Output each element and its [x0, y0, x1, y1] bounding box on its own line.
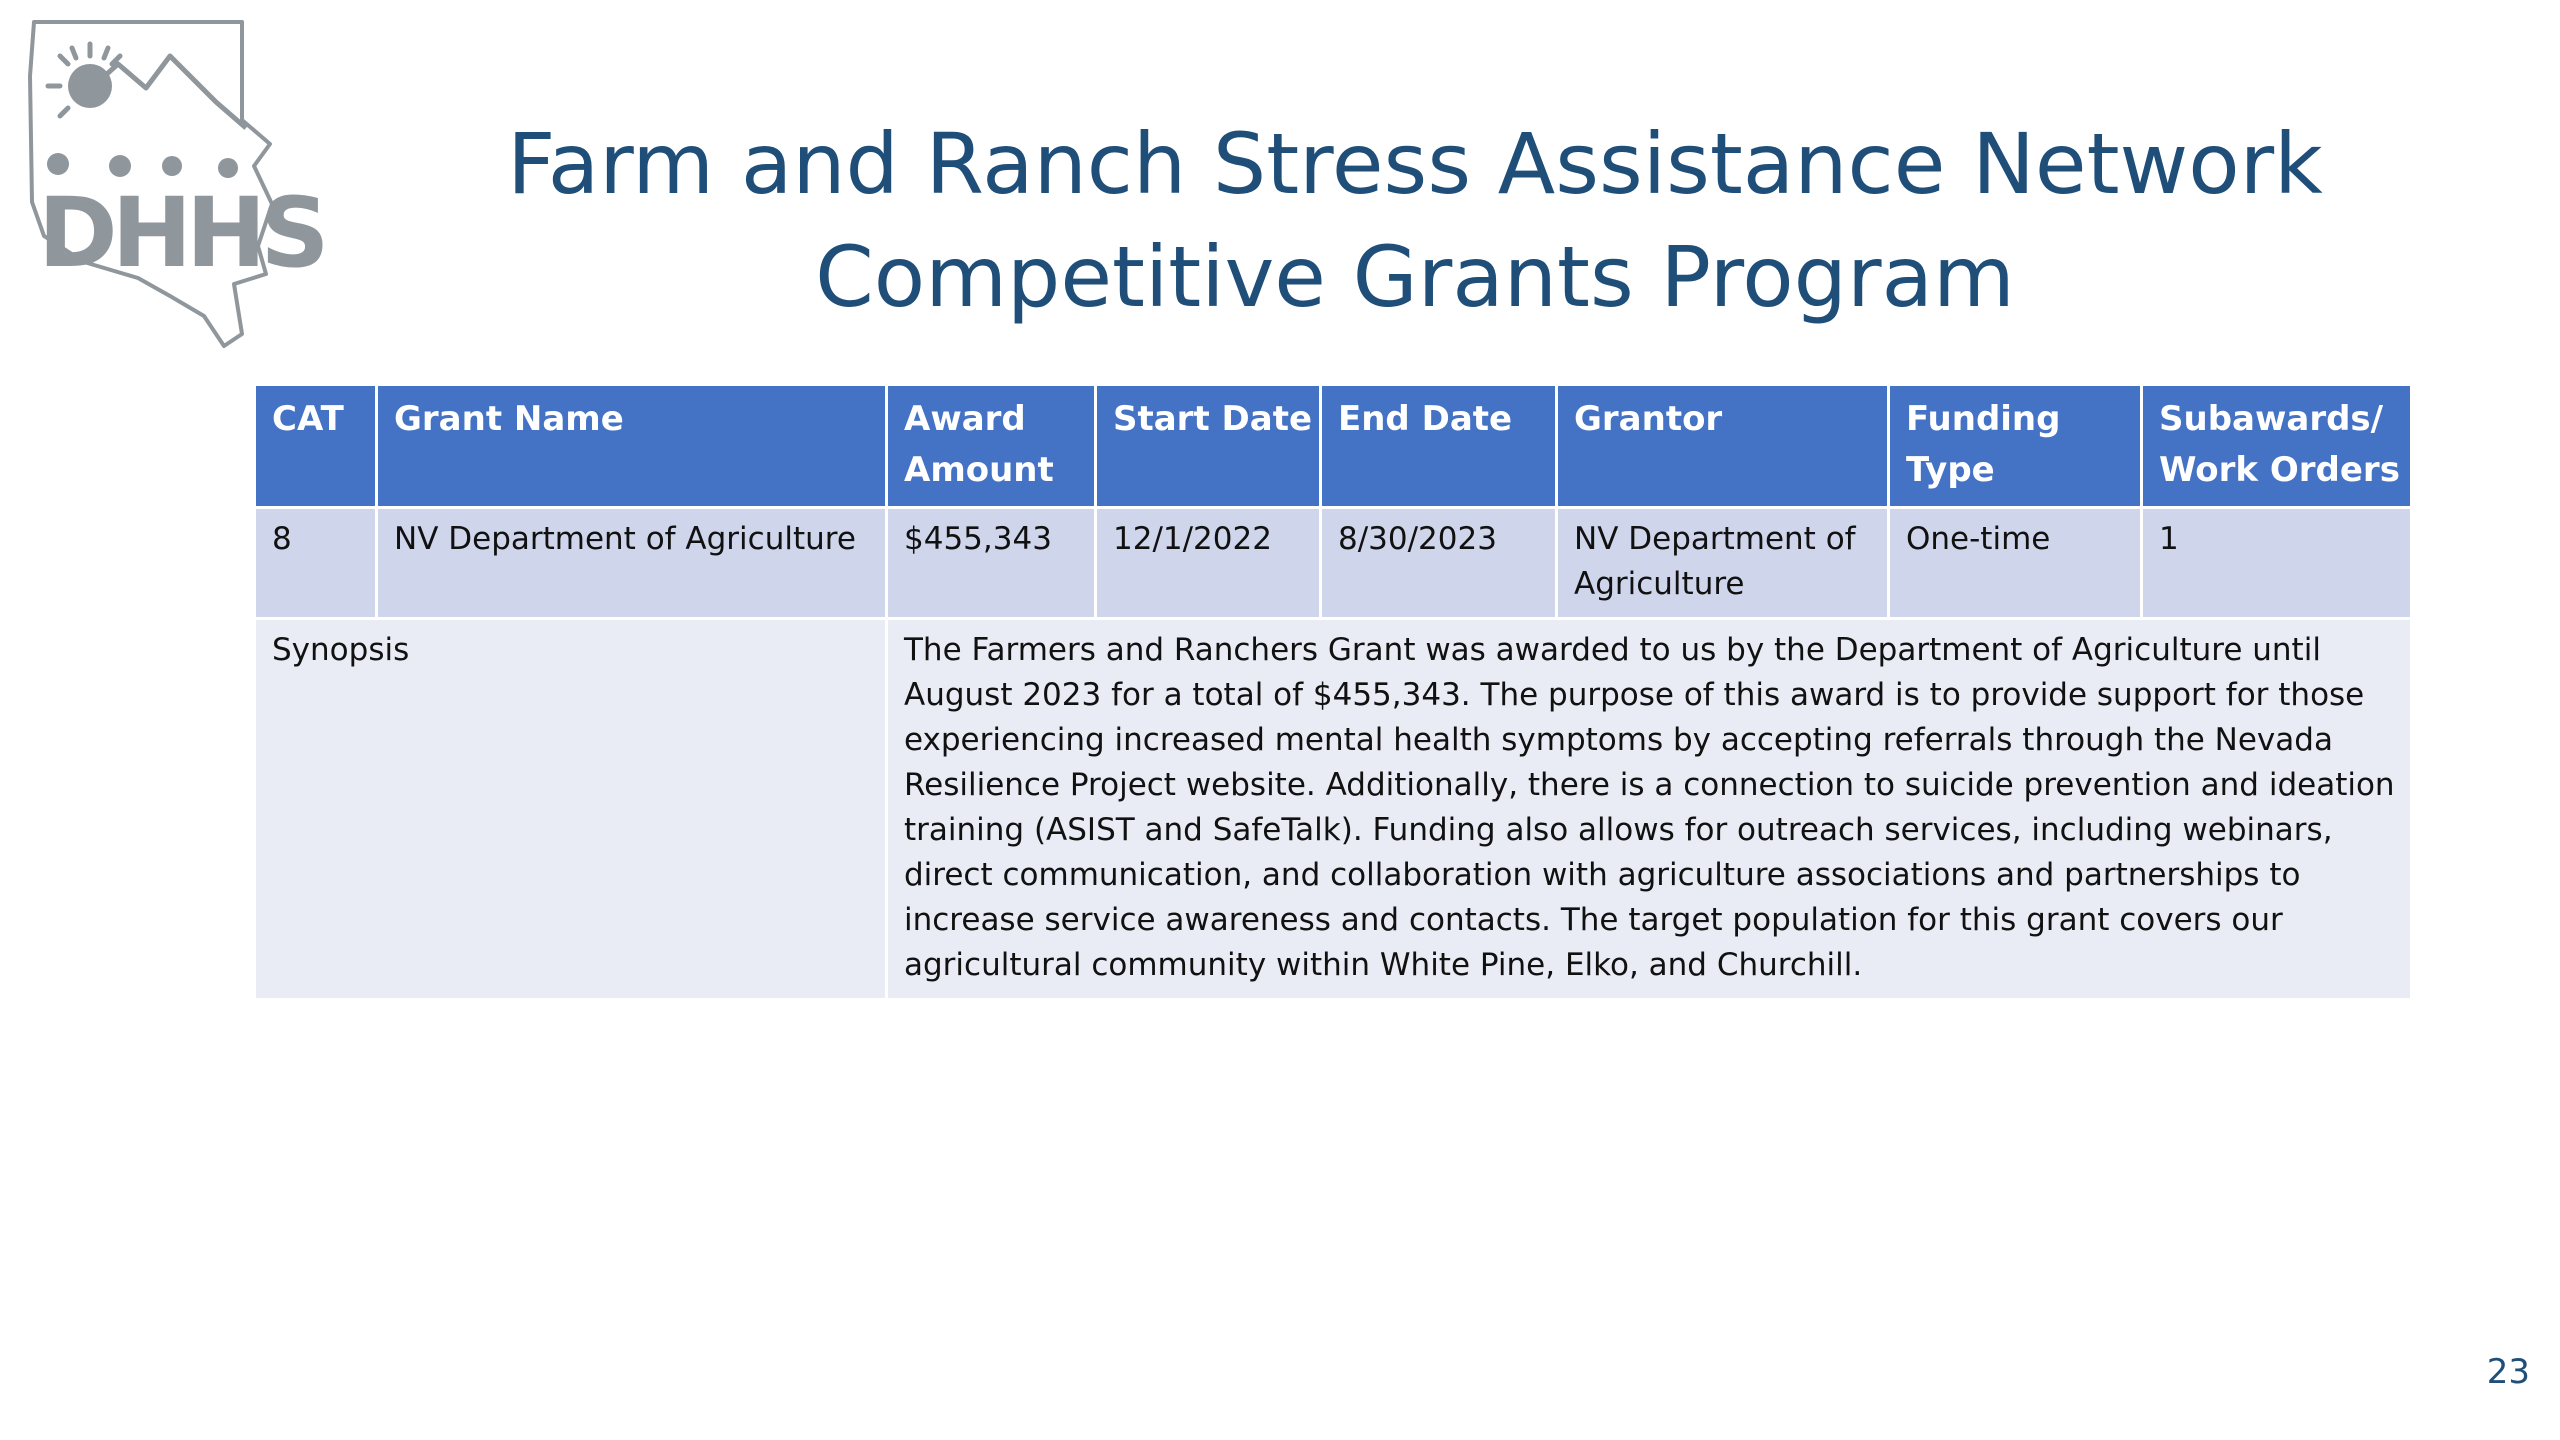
header-grantor: Grantor [1557, 385, 1889, 508]
synopsis-text: The Farmers and Ranchers Grant was awarded to us by the Department of Agriculture until August 2023 for a total of $455,343. The purpose of this award is to provide support for those experiencing increased mental health symptoms by accepting referrals through the Nevada Resilience Project website. Additionally, there is a connection to suicide prevention and ideation training (ASIST and SafeTalk). Funding also allows for outreach services, including webinars, direct communication, and collaboration with agriculture associations and partnerships to increase service awareness and contacts. The target population for this grant covers our agricultural community within White Pine, Elko, and Churchill. [887, 619, 2412, 1000]
header-subawards: Subawards/ Work Orders [2142, 385, 2412, 508]
grants-table [253, 383, 2413, 1001]
cell-award-amount: $455,343 [887, 508, 1096, 619]
cell-end-date: 8/30/2023 [1321, 508, 1557, 619]
table-header-row [255, 385, 2412, 508]
cell-grant-name: NV Department of Agriculture [377, 508, 887, 619]
cell-funding-type: One-time [1889, 508, 2142, 619]
synopsis-row [255, 619, 2412, 1000]
header-end-date: End Date [1321, 385, 1557, 508]
header-start-date: Start Date [1096, 385, 1321, 508]
table-row [255, 508, 2412, 619]
cell-cat: 8 [255, 508, 377, 619]
dhhs-nevada-logo-icon [20, 16, 324, 346]
header-cat: CAT [255, 385, 377, 508]
cell-grantor: NV Department of Agriculture [1557, 508, 1889, 619]
header-grant-name: Grant Name [377, 385, 887, 508]
title-line-2: Competitive Grants Program [815, 228, 2015, 326]
title-line-1: Farm and Ranch Stress Assistance Network [507, 115, 2323, 213]
cell-subawards: 1 [2142, 508, 2412, 619]
header-funding-type: Funding Type [1889, 385, 2142, 508]
slide-title [300, 108, 2530, 334]
synopsis-label: Synopsis [255, 619, 887, 1000]
header-award-amount: Award Amount [887, 385, 1096, 508]
cell-start-date: 12/1/2022 [1096, 508, 1321, 619]
svg-text:DHHS: DHHS [38, 177, 324, 289]
page-number: 23 [2486, 1352, 2530, 1392]
